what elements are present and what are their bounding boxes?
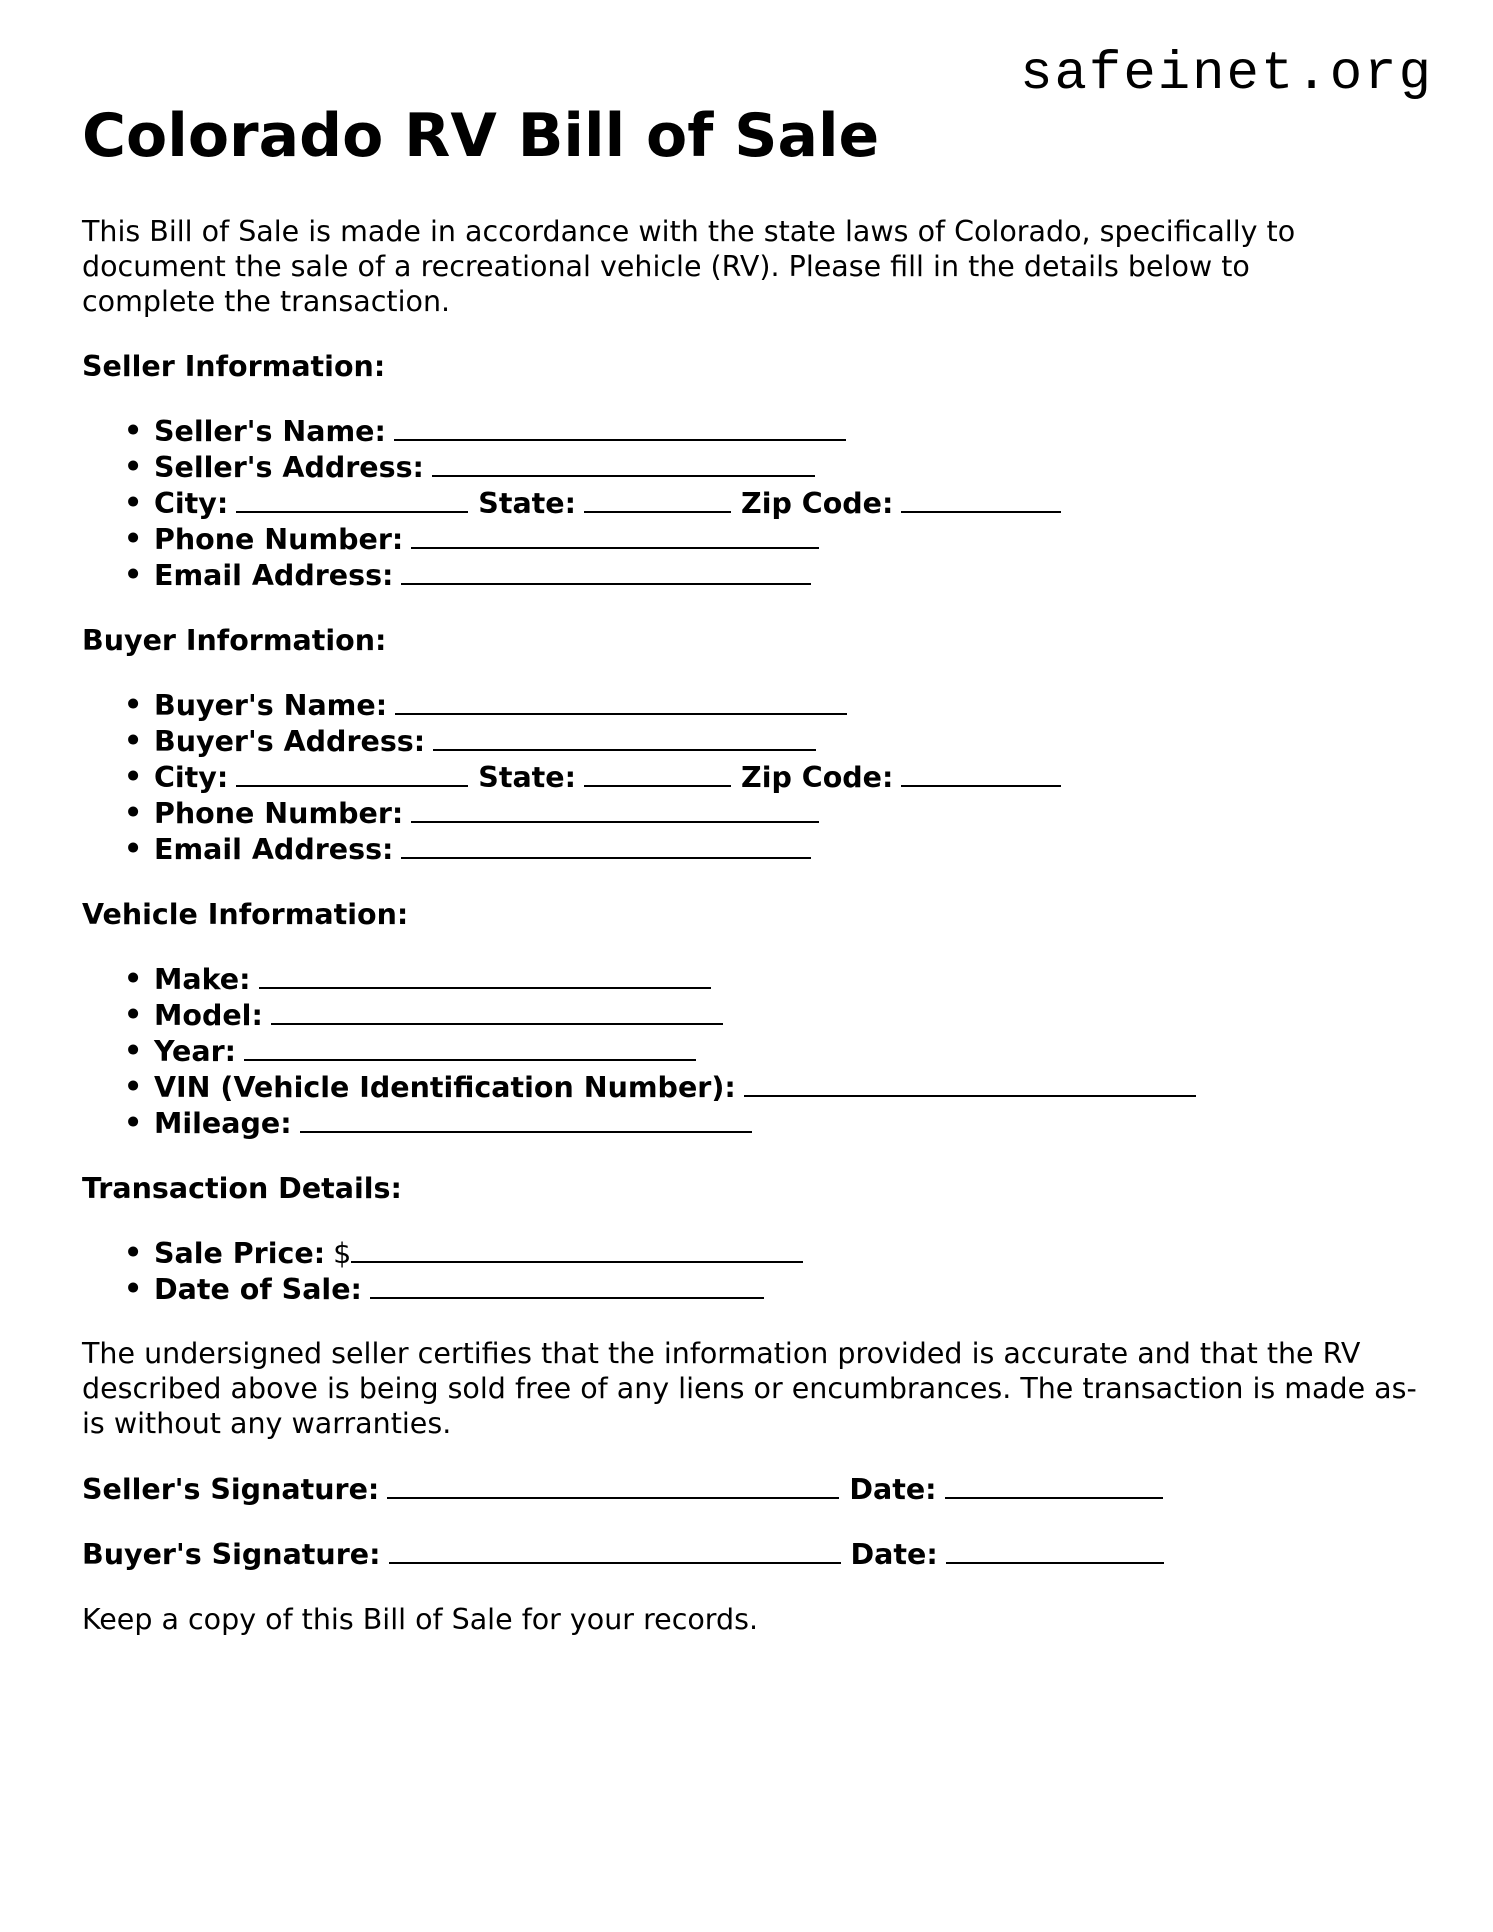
transaction-fields-list — [82, 1235, 1422, 1307]
buyer-address-item — [154, 723, 1422, 759]
buyer-signature-label: Buyer's Signature: — [82, 1538, 381, 1571]
watermark: safeinet.org — [1020, 44, 1433, 105]
buyer-city-label: City: — [154, 761, 229, 794]
certification-paragraph: The undersigned seller certifies that the information provided is accurate and that the RV described above is being sold free of any liens or encumbrances. The transaction is made as-is without any warranties. — [82, 1337, 1417, 1440]
vehicle-vin-field[interactable] — [744, 1069, 1196, 1097]
buyer-city-field[interactable] — [236, 759, 468, 787]
vehicle-model-item — [154, 997, 1422, 1033]
footer-note: Keep a copy of this Bill of Sale for your records. — [82, 1603, 759, 1636]
seller-zip-field[interactable] — [901, 485, 1061, 513]
vehicle-model-label: Model: — [154, 999, 263, 1032]
seller-address-field[interactable] — [432, 449, 815, 477]
vehicle-mileage-label: Mileage: — [154, 1107, 292, 1140]
seller-state-label: State: — [478, 487, 577, 520]
seller-address-item — [154, 449, 1422, 485]
buyer-signature-line — [82, 1536, 1422, 1572]
seller-signature-date-label: Date: — [849, 1473, 937, 1506]
sale-date-label: Date of Sale: — [154, 1273, 362, 1306]
buyer-email-field[interactable] — [401, 831, 811, 859]
seller-email-item — [154, 557, 1422, 593]
sale-price-label: Sale Price: — [154, 1237, 326, 1270]
buyer-address-field[interactable] — [433, 723, 816, 751]
buyer-state-label: State: — [478, 761, 577, 794]
vehicle-vin-label: VIN (Vehicle Identification Number): — [154, 1071, 736, 1104]
vehicle-section-heading: Vehicle Information: — [82, 898, 409, 931]
document — [82, 100, 1422, 1637]
buyer-name-label: Buyer's Name: — [154, 689, 388, 722]
vehicle-make-label: Make: — [154, 963, 251, 996]
seller-signature-field[interactable] — [387, 1471, 839, 1499]
vehicle-make-item — [154, 961, 1422, 997]
currency-symbol: $ — [333, 1237, 352, 1270]
vehicle-fields-list — [82, 961, 1422, 1141]
seller-phone-item — [154, 521, 1422, 557]
buyer-fields-list — [82, 687, 1422, 867]
buyer-signature-date-label: Date: — [850, 1538, 938, 1571]
buyer-city-item — [154, 759, 1422, 795]
vehicle-year-item — [154, 1033, 1422, 1069]
seller-signature-line — [82, 1471, 1422, 1507]
seller-phone-label: Phone Number: — [154, 523, 404, 556]
transaction-section-heading: Transaction Details: — [82, 1172, 402, 1205]
seller-fields-list — [82, 413, 1422, 593]
intro-paragraph: This Bill of Sale is made in accordance with the state laws of Colorado, specifically to document the sale of a recreational vehicle (RV). Please fill in the details below to complete the transaction. — [82, 215, 1296, 318]
buyer-state-field[interactable] — [584, 759, 731, 787]
buyer-zip-label: Zip Code: — [741, 761, 894, 794]
sale-date-field[interactable] — [370, 1271, 764, 1299]
page-title: Colorado RV Bill of Sale — [82, 101, 880, 171]
seller-name-field[interactable] — [394, 413, 846, 441]
seller-signature-label: Seller's Signature: — [82, 1473, 380, 1506]
seller-city-label: City: — [154, 487, 229, 520]
buyer-zip-field[interactable] — [901, 759, 1061, 787]
vehicle-year-field[interactable] — [244, 1033, 696, 1061]
buyer-phone-label: Phone Number: — [154, 797, 404, 830]
buyer-section-heading: Buyer Information: — [82, 624, 387, 657]
seller-city-field[interactable] — [236, 485, 468, 513]
buyer-address-label: Buyer's Address: — [154, 725, 426, 758]
seller-phone-field[interactable] — [411, 521, 819, 549]
vehicle-make-field[interactable] — [259, 961, 711, 989]
seller-email-label: Email Address: — [154, 559, 394, 592]
sale-price-field[interactable] — [351, 1235, 803, 1263]
seller-state-field[interactable] — [584, 485, 731, 513]
buyer-name-field[interactable] — [395, 687, 847, 715]
vehicle-year-label: Year: — [154, 1035, 237, 1068]
vehicle-vin-item — [154, 1069, 1422, 1105]
buyer-signature-date-field[interactable] — [946, 1536, 1164, 1564]
seller-signature-date-field[interactable] — [945, 1471, 1163, 1499]
seller-email-field[interactable] — [401, 557, 811, 585]
buyer-signature-field[interactable] — [389, 1536, 841, 1564]
buyer-name-item — [154, 687, 1422, 723]
seller-zip-label: Zip Code: — [741, 487, 894, 520]
buyer-phone-item — [154, 795, 1422, 831]
buyer-email-item — [154, 831, 1422, 867]
vehicle-mileage-field[interactable] — [300, 1105, 752, 1133]
seller-address-label: Seller's Address: — [154, 451, 424, 484]
buyer-phone-field[interactable] — [411, 795, 819, 823]
seller-section-heading: Seller Information: — [82, 350, 386, 383]
seller-name-item — [154, 413, 1422, 449]
seller-city-item — [154, 485, 1422, 521]
seller-name-label: Seller's Name: — [154, 415, 386, 448]
vehicle-model-field[interactable] — [271, 997, 723, 1025]
buyer-email-label: Email Address: — [154, 833, 394, 866]
sale-date-item — [154, 1271, 1422, 1307]
sale-price-item — [154, 1235, 1422, 1271]
vehicle-mileage-item — [154, 1105, 1422, 1141]
